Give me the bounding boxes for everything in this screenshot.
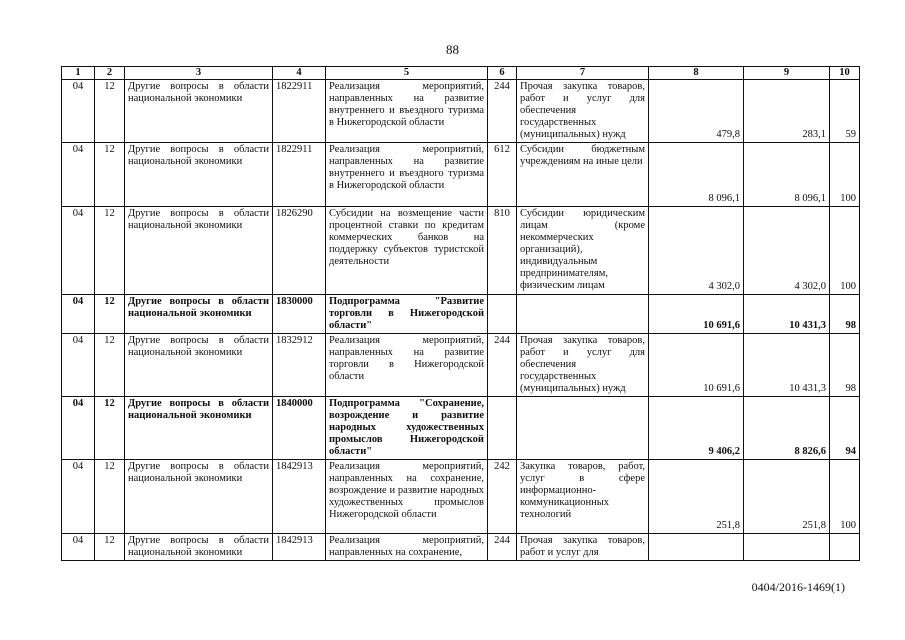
table-cell: 4 302,0 [649, 207, 744, 295]
table-cell: 251,8 [744, 460, 830, 534]
table-cell: Субсидии юридическим лицам (кроме некоммерческих организаций), индивидуальным предпринимателям, физическим лицам [517, 207, 649, 295]
column-header: 8 [649, 67, 744, 80]
page-number: 88 [446, 42, 459, 57]
table-cell: 12 [95, 80, 125, 143]
table-cell: Реализация мероприятий, направленных на сохранение, [326, 534, 488, 561]
budget-table [61, 66, 860, 561]
column-header: 9 [744, 67, 830, 80]
table-cell: 04 [62, 534, 95, 561]
header-row [62, 67, 860, 80]
table-cell: 612 [488, 143, 517, 207]
table-row [62, 460, 860, 534]
table-cell: Прочая закупка товаров, работ и услуг для обеспечения государственных (муниципальных) нужд [517, 334, 649, 397]
table-cell: 98 [830, 334, 860, 397]
table-cell: 244 [488, 80, 517, 143]
table-cell: 100 [830, 460, 860, 534]
table-cell: 04 [62, 397, 95, 460]
table-row [62, 334, 860, 397]
table-cell: Реализация мероприятий, направленных на развитие внутреннего и въездного туризма в Нижегородской области [326, 80, 488, 143]
table-cell: Другие вопросы в области национальной экономики [125, 397, 273, 460]
table-cell: 04 [62, 207, 95, 295]
table-cell: 8 826,6 [744, 397, 830, 460]
table-cell: 8 096,1 [744, 143, 830, 207]
table-cell: 1822911 [273, 143, 326, 207]
table-cell [744, 534, 830, 561]
table-cell: 4 302,0 [744, 207, 830, 295]
table-cell: 244 [488, 334, 517, 397]
column-header: 10 [830, 67, 860, 80]
table-cell: Реализация мероприятий, направленных на сохранение, возрождение и развитие народных художественных промыслов Нижегородской области [326, 460, 488, 534]
table-row [62, 207, 860, 295]
table-cell: 10 431,3 [744, 334, 830, 397]
table-cell: Субсидии бюджетным учреждениям на иные цели [517, 143, 649, 207]
table-cell: 12 [95, 534, 125, 561]
table-cell: 12 [95, 143, 125, 207]
table-cell: 94 [830, 397, 860, 460]
column-header: 2 [95, 67, 125, 80]
table-cell: Другие вопросы в области национальной экономики [125, 334, 273, 397]
table-cell: Подпрограмма "Сохранение, возрождение и развитие народных художественных промыслов Нижегородской области" [326, 397, 488, 460]
table-cell: 251,8 [649, 460, 744, 534]
table-cell: 12 [95, 207, 125, 295]
table-cell: Реализация мероприятий, направленных на развитие торговли в Нижегородской области [326, 334, 488, 397]
table-cell: 04 [62, 334, 95, 397]
column-header: 3 [125, 67, 273, 80]
table-cell: Другие вопросы в области национальной экономики [125, 143, 273, 207]
table-cell: 1826290 [273, 207, 326, 295]
table-cell: 1842913 [273, 460, 326, 534]
table-cell: 1832912 [273, 334, 326, 397]
table-cell: 10 691,6 [649, 334, 744, 397]
table-cell: 12 [95, 295, 125, 334]
table-row [62, 534, 860, 561]
table-cell: Закупка товаров, работ, услуг в сфере информационно-коммуникационных технологий [517, 460, 649, 534]
column-header: 7 [517, 67, 649, 80]
table-cell: 04 [62, 143, 95, 207]
table-cell: 244 [488, 534, 517, 561]
table-cell [488, 295, 517, 334]
table-cell: 59 [830, 80, 860, 143]
column-header: 6 [488, 67, 517, 80]
table-cell: 100 [830, 143, 860, 207]
column-header: 5 [326, 67, 488, 80]
table-cell: 810 [488, 207, 517, 295]
table-cell: 10 691,6 [649, 295, 744, 334]
table-cell: 12 [95, 397, 125, 460]
table-cell: 9 406,2 [649, 397, 744, 460]
table-cell: Субсидии на возмещение части процентной ставки по кредитам коммерческих банков на поддержку субъектов туристской деятельности [326, 207, 488, 295]
table-cell: 479,8 [649, 80, 744, 143]
table-cell: Реализация мероприятий, направленных на развитие внутреннего и въездного туризма в Нижегородской области [326, 143, 488, 207]
table-row [62, 295, 860, 334]
table-cell: Другие вопросы в области национальной экономики [125, 80, 273, 143]
table-cell: 100 [830, 207, 860, 295]
table-row [62, 397, 860, 460]
table-cell: 98 [830, 295, 860, 334]
table-cell: 283,1 [744, 80, 830, 143]
table-cell: 04 [62, 460, 95, 534]
table-cell [830, 534, 860, 561]
table-row [62, 80, 860, 143]
column-header: 4 [273, 67, 326, 80]
table-row [62, 143, 860, 207]
table-cell: Другие вопросы в области национальной экономики [125, 534, 273, 561]
table-cell: 04 [62, 295, 95, 334]
table-cell: 10 431,3 [744, 295, 830, 334]
table-cell: 04 [62, 80, 95, 143]
table-cell: 1842913 [273, 534, 326, 561]
table-cell: Прочая закупка товаров, работ и услуг для [517, 534, 649, 561]
table-cell [488, 397, 517, 460]
table-cell: 1822911 [273, 80, 326, 143]
table-cell: Другие вопросы в области национальной экономики [125, 460, 273, 534]
table-cell: Другие вопросы в области национальной экономики [125, 207, 273, 295]
table-cell: Подпрограмма "Развитие торговли в Нижегородской области" [326, 295, 488, 334]
table-cell: Другие вопросы в области национальной экономики [125, 295, 273, 334]
table-cell [649, 534, 744, 561]
column-header: 1 [62, 67, 95, 80]
table-cell: 242 [488, 460, 517, 534]
table-cell [517, 295, 649, 334]
table-cell: 8 096,1 [649, 143, 744, 207]
table-cell: 12 [95, 334, 125, 397]
table-cell [517, 397, 649, 460]
table-cell: Прочая закупка товаров, работ и услуг для обеспечения государственных (муниципальных) нужд [517, 80, 649, 143]
table-cell: 12 [95, 460, 125, 534]
table-cell: 1830000 [273, 295, 326, 334]
document-code: 0404/2016-1469(1) [751, 580, 845, 594]
table-cell: 1840000 [273, 397, 326, 460]
